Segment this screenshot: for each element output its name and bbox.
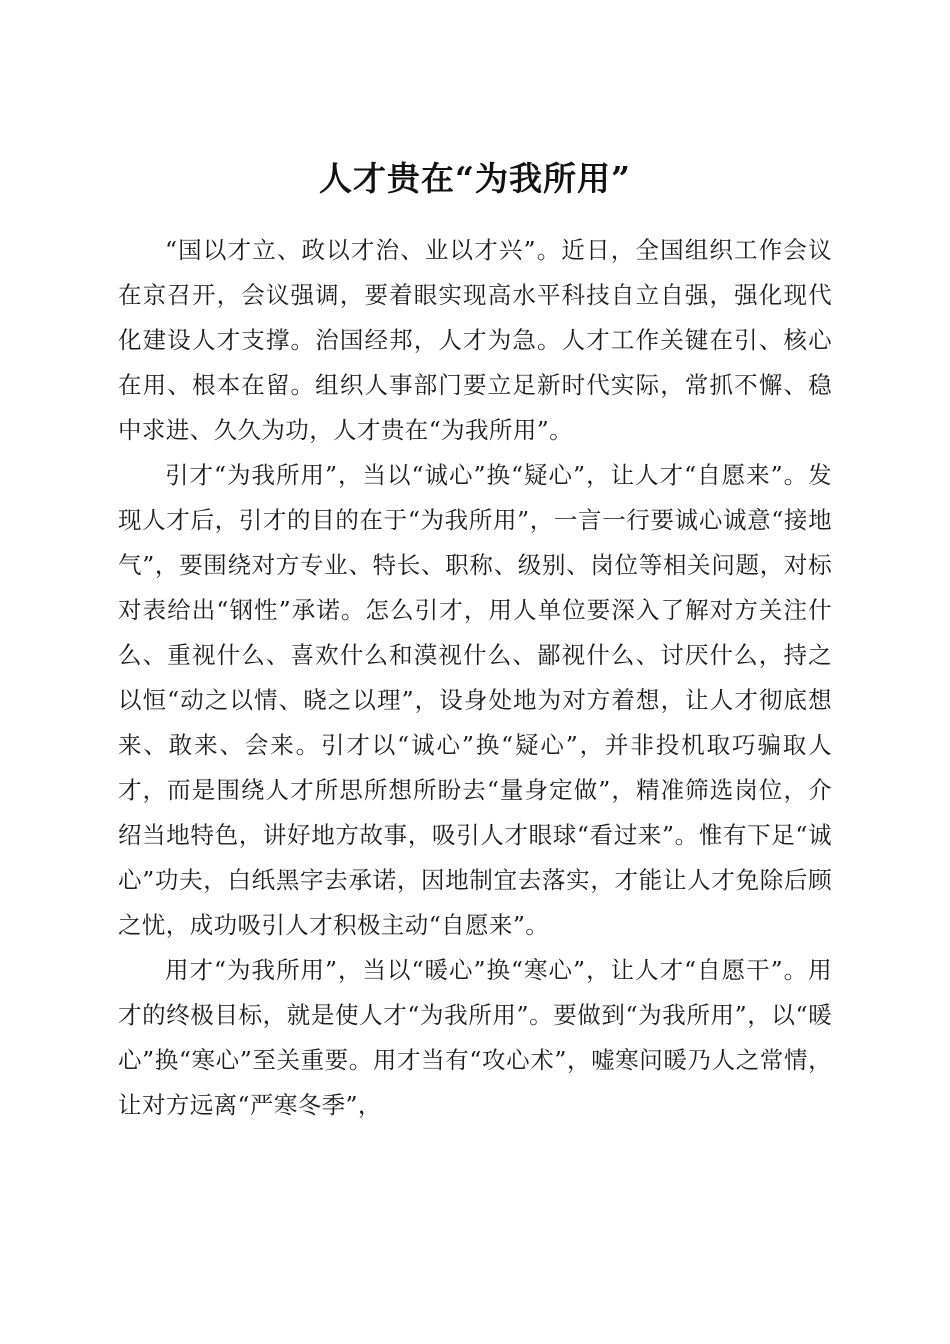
paragraph-intro: “国以才立、政以才治、业以才兴”。近日，全国组织工作会议在京召开，会议强调，要着眼实现高水平科技自立自强，强化现代化建设人才支撑。治国经邦，人才为急。人才工作关键在引、核心在用、根本在留。组织人事部门要立足新时代实际，常抓不懈、稳中求进、久久为功，人才贵在“为我所用”。 (118, 236, 832, 444)
document-title: 人才贵在“为我所用” (319, 159, 631, 199)
paragraph-use-talent: 用才“为我所用”，当以“暖心”换“寒心”，让人才“自愿干”。用才的终极目标，就是使人才“为我所用”。要做到“为我所用”，以“暖心”换“寒心”至关重要。用才当有“攻心术”，嘘寒问暖乃人之常情，让对方远离“严寒冬季”， (118, 956, 832, 1119)
paragraph-attract-talent: 引才“为我所用”，当以“诚心”换“疑心”，让人才“自愿来”。发现人才后，引才的目的在于“为我所用”，一言一行要诚心诚意“接地气”，要围绕对方专业、特长、职称、级别、岗位等相关问题，对标对表给出“钢性”承诺。怎么引才，用人单位要深入了解对方关注什么、重视什么、喜欢什么和漠视什么、鄙视什么、讨厌什么，持之以恒“动之以情、晓之以理”，设身处地为对方着想，让人才彻底想来、敢来、会来。引才以“诚心”换“疑心”，并非投机取巧骗取人才，而是围绕人才所思所想所盼去“量身定做”，精准筛选岗位，介绍当地特色，讲好地方故事，吸引人才眼球“看过来”。惟有下足“诚心”功夫，白纸黑字去承诺，因地制宜去落实，才能让人才免除后顾之忧，成功吸引人才积极主动“自愿来”。 (118, 461, 832, 939)
document-body (118, 228, 832, 1128)
